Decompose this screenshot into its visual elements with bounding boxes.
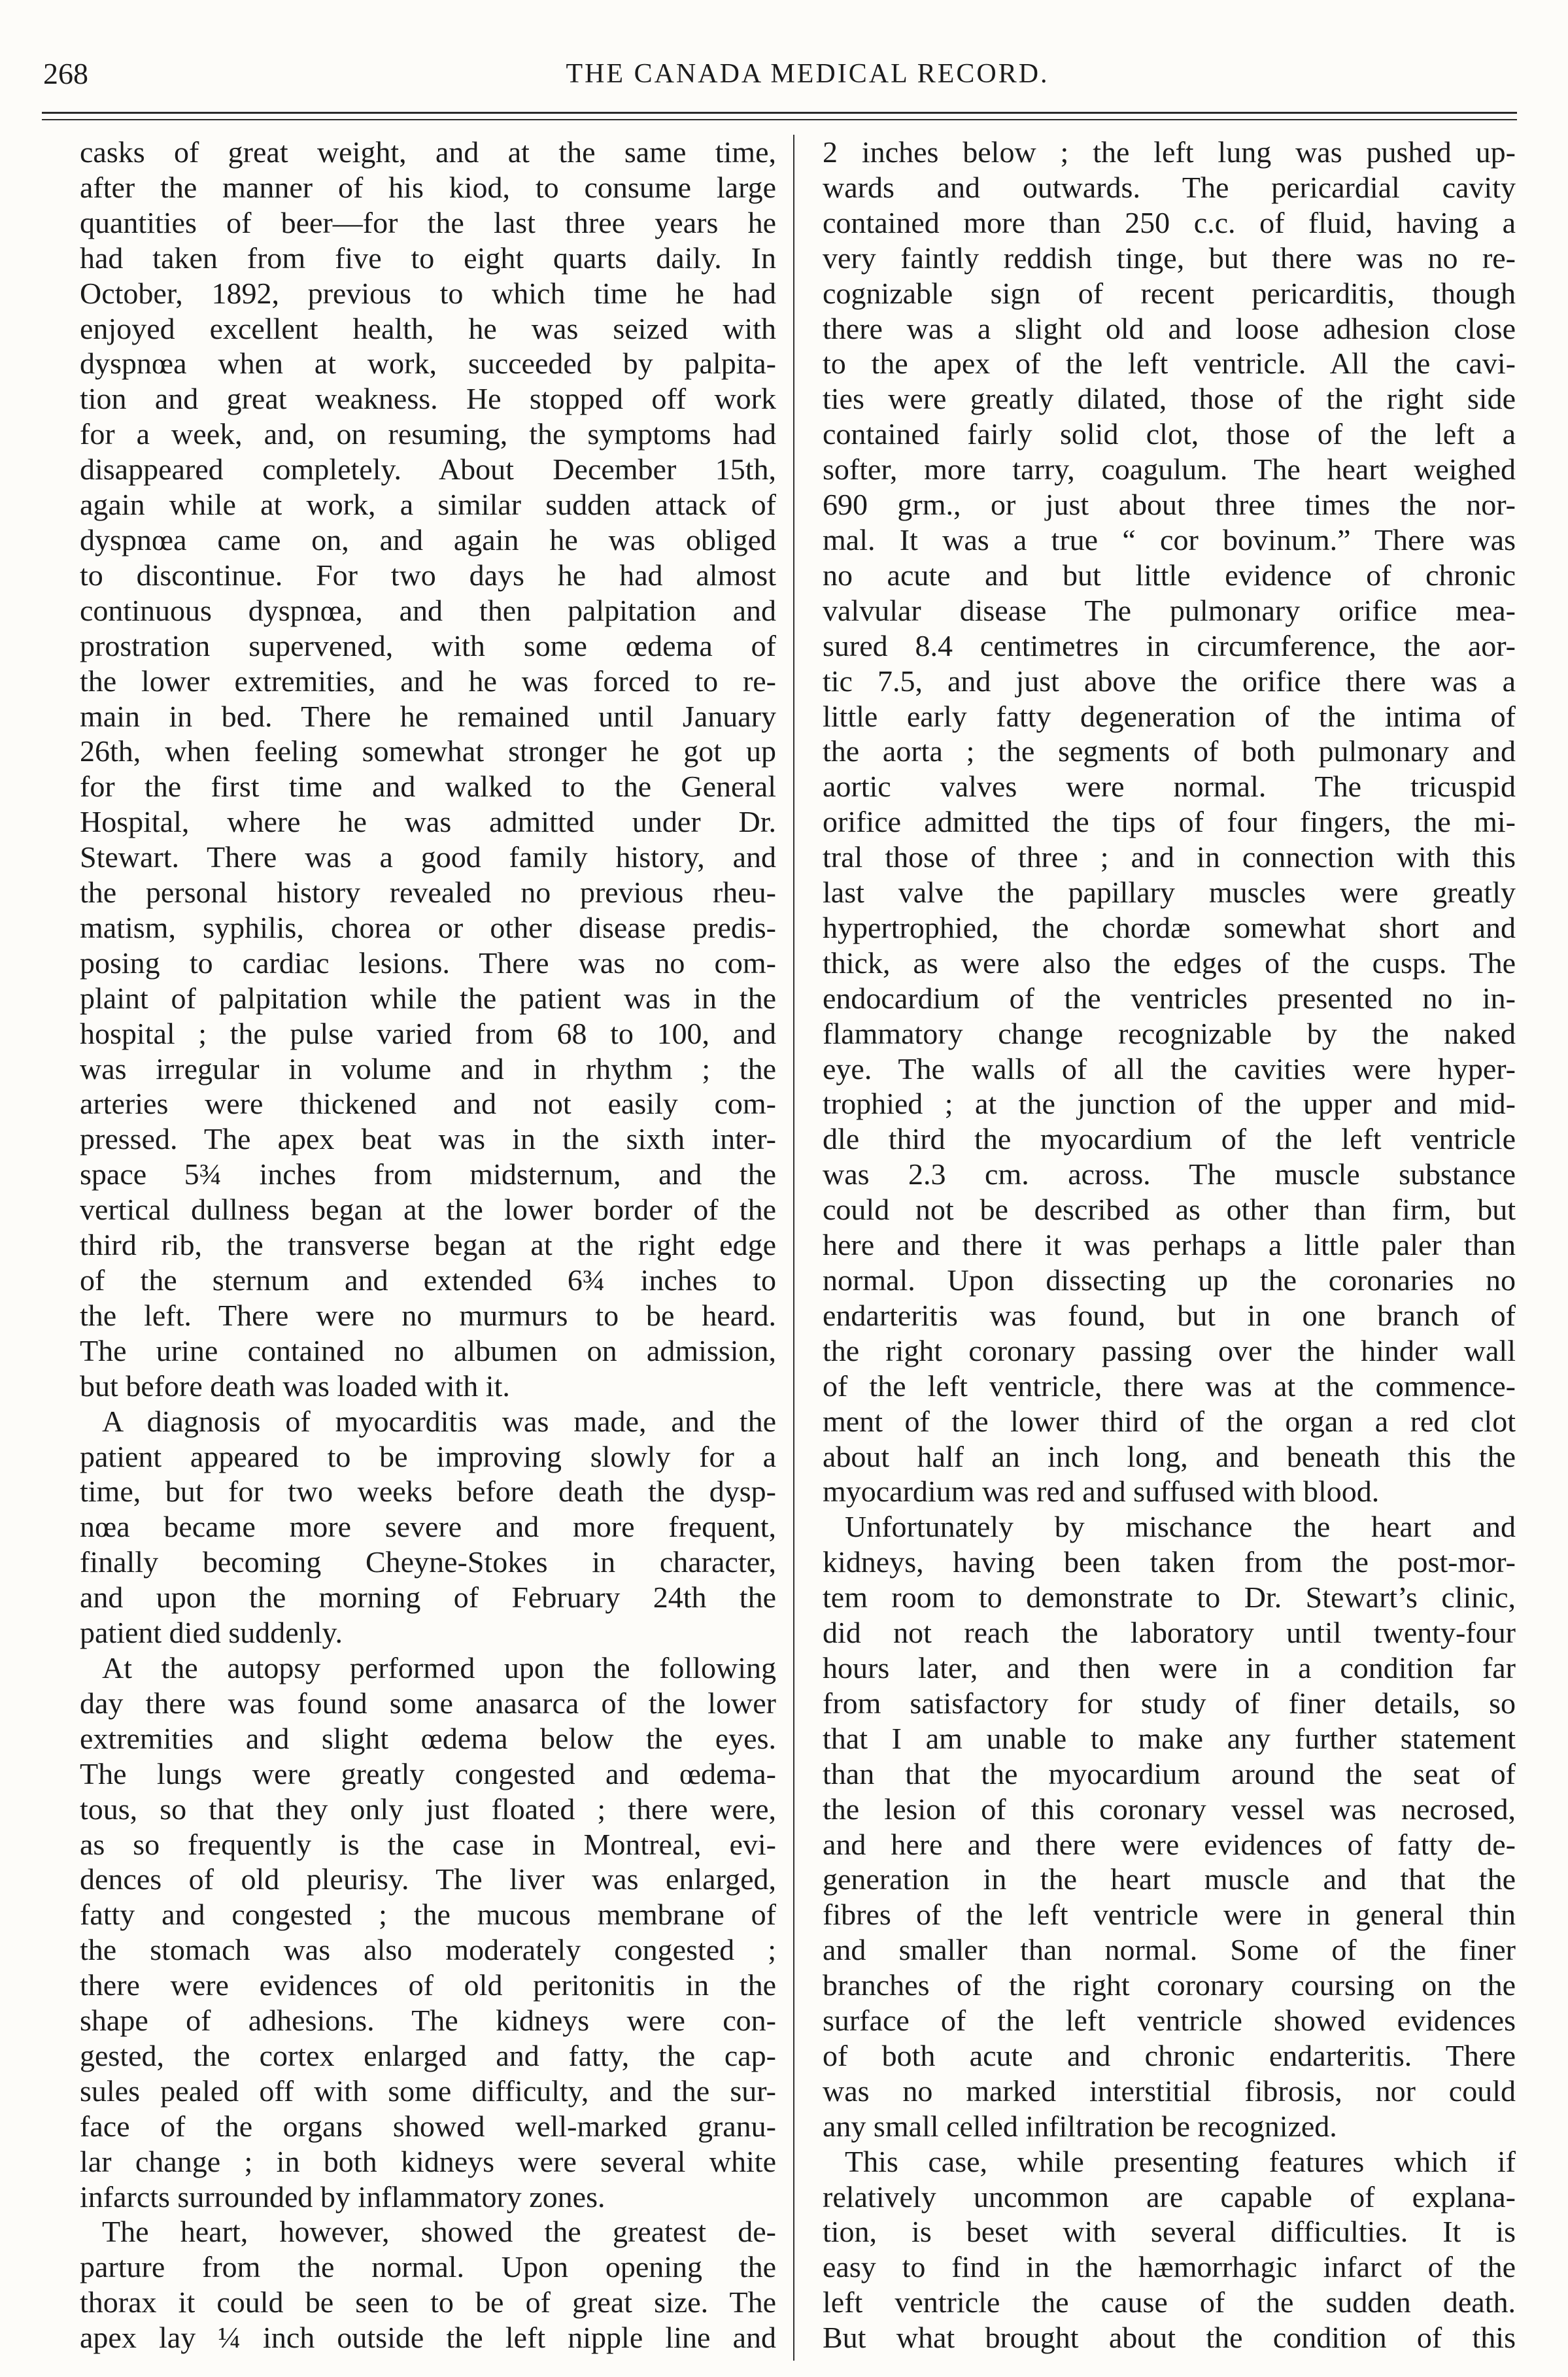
text-line: The heart, however, showed the greatest de- <box>102 2215 776 2249</box>
paragraph <box>80 1404 776 1650</box>
text-line: casks of great weight, and at the same time, <box>80 135 776 169</box>
text-line: At the autopsy performed upon the following <box>102 1650 776 1684</box>
text-line: kidneys, having been taken from the post-mor- <box>823 1545 1516 1579</box>
text-line: sules pealed off with some difficulty, and the sur- <box>80 2074 776 2108</box>
text-line: did not reach the laboratory until twenty-four <box>823 1616 1516 1650</box>
text-line: branches of the right coronary coursing on the <box>823 1968 1516 2002</box>
text-line: was no marked interstitial fibrosis, nor could <box>823 2074 1516 2108</box>
text-line: aortic valves were normal. The tricuspid <box>823 770 1516 804</box>
text-line: Hospital, where he was admitted under Dr. <box>80 805 776 839</box>
text-line: for the first time and walked to the General <box>80 770 776 804</box>
text-line: trophied ; at the junction of the upper and mid- <box>823 1087 1516 1121</box>
text-line: fatty and congested ; the mucous membrane of <box>80 1898 776 1932</box>
text-line: of the left ventricle, there was at the commence- <box>823 1369 1516 1403</box>
text-line: endarteritis was found, but in one branch of <box>823 1298 1516 1332</box>
text-line: again while at work, a similar sudden attack of <box>80 488 776 522</box>
text-line: apex lay ¼ inch outside the left nipple line and <box>80 2321 776 2355</box>
text-line: last valve the papillary muscles were greatly <box>823 876 1516 910</box>
text-line: to discontinue. For two days he had almost <box>80 558 776 592</box>
text-line: than that the myocardium around the seat of <box>823 1756 1516 1790</box>
text-line: mal. It was a true “ cor bovinum.” There was <box>823 522 1516 556</box>
text-line: Stewart. There was a good family history, and <box>80 840 776 874</box>
text-line: third rib, the transverse began at the right edge <box>80 1228 776 1262</box>
text-line: October, 1892, previous to which time he had <box>80 276 776 310</box>
text-line: tem room to demonstrate to Dr. Stewart’s clinic, <box>823 1581 1516 1615</box>
text-line: as so frequently is the case in Montreal, evi- <box>80 1827 776 1861</box>
text-line: and upon the morning of February 24th the <box>80 1581 776 1615</box>
text-line: relatively uncommon are capable of explana- <box>823 2180 1516 2214</box>
text-line: thorax it could be seen to be of great size. The <box>80 2285 776 2319</box>
text-line: extremities and slight œdema below the eyes. <box>80 1721 776 1755</box>
text-line: pressed. The apex beat was in the sixth inter- <box>80 1122 776 1156</box>
text-line: 690 grm., or just about three times the nor- <box>823 488 1516 522</box>
journal-title: THE CANADA MEDICAL RECORD. <box>566 59 1049 89</box>
text-line: there were evidences of old peritonitis in the <box>80 1968 776 2002</box>
text-line: The lungs were greatly congested and œdema- <box>80 1756 776 1790</box>
text-line: disappeared completely. About December 15th, <box>80 453 776 487</box>
text-line: the left. There were no murmurs to be heard. <box>80 1298 776 1332</box>
column-divider-rule <box>793 135 794 2361</box>
text-line: could not be described as other than firm, but <box>823 1193 1516 1227</box>
paragraph <box>80 135 776 1404</box>
text-line: main in bed. There he remained until January <box>80 699 776 733</box>
text-line: contained fairly solid clot, those of the left a <box>823 417 1516 451</box>
text-line: nœa became more severe and more frequent, <box>80 1510 776 1544</box>
text-line: after the manner of his kiod, to consume large <box>80 170 776 204</box>
text-line: no acute and but little evidence of chronic <box>823 558 1516 592</box>
text-line: tous, so that they only just floated ; there were, <box>80 1792 776 1826</box>
text-line: surface of the left ventricle showed evidences <box>823 2004 1516 2038</box>
text-line: prostration supervened, with some œdema of <box>80 628 776 662</box>
text-line: continuous dyspnœa, and then palpitation and <box>80 593 776 627</box>
text-line: 26th, when feeling somewhat stronger he got up <box>80 734 776 768</box>
text-line: the aorta ; the segments of both pulmonary and <box>823 734 1516 768</box>
left-column <box>80 135 776 2355</box>
page-number: 268 <box>43 57 88 90</box>
text-line: Unfortunately by mischance the heart and <box>845 1510 1516 1544</box>
text-line: space 5¾ inches from midsternum, and the <box>80 1157 776 1191</box>
text-line: flammatory change recognizable by the naked <box>823 1016 1516 1050</box>
text-line: face of the organs showed well-marked granu- <box>80 2109 776 2143</box>
text-line: was 2.3 cm. across. The muscle substance <box>823 1157 1516 1191</box>
text-line: time, but for two weeks before death the dysp- <box>80 1475 776 1509</box>
text-line: cognizable sign of recent pericarditis, though <box>823 276 1516 310</box>
text-line: hypertrophied, the chordæ somewhat short and <box>823 910 1516 944</box>
text-line: there was a slight old and loose adhesion close <box>823 311 1516 345</box>
text-line: lar change ; in both kidneys were several white <box>80 2144 776 2178</box>
text-line: gested, the cortex enlarged and fatty, the cap- <box>80 2038 776 2072</box>
paragraph <box>823 135 1516 1509</box>
text-line: orifice admitted the tips of four fingers, the mi- <box>823 805 1516 839</box>
text-line: dences of old pleurisy. The liver was enlarged, <box>80 1862 776 1896</box>
text-line: here and there it was perhaps a little paler than <box>823 1228 1516 1262</box>
text-line: The urine contained no albumen on admission, <box>80 1333 776 1367</box>
text-line: dle third the myocardium of the left ventricle <box>823 1122 1516 1156</box>
text-line: wards and outwards. The pericardial cavity <box>823 170 1516 204</box>
text-line: fibres of the left ventricle were in general thin <box>823 1898 1516 1932</box>
text-line: thick, as were also the edges of the cusps. The <box>823 946 1516 980</box>
text-line: ment of the lower third of the organ a red clot <box>823 1404 1516 1438</box>
paragraph <box>80 2214 776 2355</box>
text-line: to the apex of the left ventricle. All the cavi- <box>823 347 1516 381</box>
text-line: arteries were thickened and not easily com- <box>80 1087 776 1121</box>
text-line: ties were greatly dilated, those of the right side <box>823 382 1516 416</box>
text-line: enjoyed excellent health, he was seized with <box>80 311 776 345</box>
text-line: of both acute and chronic endarteritis. There <box>823 2038 1516 2072</box>
text-line: valvular disease The pulmonary orifice mea- <box>823 593 1516 627</box>
text-line: contained more than 250 c.c. of fluid, having a <box>823 205 1516 239</box>
text-line: had taken from five to eight quarts daily. In <box>80 241 776 275</box>
text-line: was irregular in volume and in rhythm ; the <box>80 1052 776 1086</box>
text-line: very faintly reddish tinge, but there was no re- <box>823 241 1516 275</box>
text-line: that I am unable to make any further statement <box>823 1721 1516 1755</box>
text-line: generation in the heart muscle and that the <box>823 1862 1516 1896</box>
text-line: sured 8.4 centimetres in circumference, the aor- <box>823 628 1516 662</box>
text-line: about half an inch long, and beneath this the <box>823 1439 1516 1473</box>
text-line: shape of adhesions. The kidneys were con- <box>80 2004 776 2038</box>
text-line: finally becoming Cheyne-Stokes in character, <box>80 1545 776 1579</box>
text-line: the right coronary passing over the hinder wall <box>823 1333 1516 1367</box>
text-line: endocardium of the ventricles presented no in- <box>823 981 1516 1015</box>
text-line: hospital ; the pulse varied from 68 to 100, and <box>80 1016 776 1050</box>
text-line: A diagnosis of myocarditis was made, and the <box>102 1404 776 1438</box>
text-line: posing to cardiac lesions. There was no com- <box>80 946 776 980</box>
text-line: hours later, and then were in a condition far <box>823 1650 1516 1684</box>
text-line: any small celled infiltration be recognized. <box>823 2109 1337 2143</box>
text-line: normal. Upon dissecting up the coronaries no <box>823 1263 1516 1297</box>
text-line: plaint of palpitation while the patient was in the <box>80 981 776 1015</box>
text-line: tral those of three ; and in connection with this <box>823 840 1516 874</box>
text-line: dyspnœa came on, and again he was obliged <box>80 522 776 556</box>
text-line: day there was found some anasarca of the lower <box>80 1686 776 1720</box>
text-line: the personal history revealed no previous rheu- <box>80 876 776 910</box>
text-line: This case, while presenting features which if <box>845 2144 1516 2178</box>
text-line: patient died suddenly. <box>80 1616 343 1650</box>
text-line: vertical dullness began at the lower border of the <box>80 1193 776 1227</box>
paragraph <box>80 1650 776 2215</box>
paragraph <box>823 2144 1516 2355</box>
text-line: tion, is beset with several difficulties. It is <box>823 2215 1516 2249</box>
text-line: quantities of beer—for the last three years he <box>80 205 776 239</box>
text-line: patient appeared to be improving slowly for a <box>80 1439 776 1473</box>
text-line: easy to find in the hæmorrhagic infarct of the <box>823 2250 1516 2284</box>
text-line: tion and great weakness. He stopped off work <box>80 382 776 416</box>
header-rule-bottom <box>42 119 1517 120</box>
text-line: matism, syphilis, chorea or other disease predis- <box>80 910 776 944</box>
text-line: and smaller than normal. Some of the finer <box>823 1933 1516 1967</box>
text-line: myocardium was red and suffused with blood. <box>823 1475 1380 1509</box>
right-column <box>823 135 1516 2355</box>
text-line: But what brought about the condition of this <box>823 2321 1516 2355</box>
header-rule-top <box>42 112 1517 114</box>
text-line: of the sternum and extended 6¾ inches to <box>80 1263 776 1297</box>
text-line: dyspnœa when at work, succeeded by palpita- <box>80 347 776 381</box>
text-line: infarcts surrounded by inflammatory zones. <box>80 2180 605 2214</box>
text-line: and here and there were evidences of fatty de- <box>823 1827 1516 1861</box>
text-line: eye. The walls of all the cavities were hyper- <box>823 1052 1516 1086</box>
text-line: from satisfactory for study of finer details, so <box>823 1686 1516 1720</box>
text-line: left ventricle the cause of the sudden death. <box>823 2285 1516 2319</box>
text-line: little early fatty degeneration of the intima of <box>823 699 1516 733</box>
text-line: 2 inches below ; the left lung was pushed up- <box>823 135 1516 169</box>
text-line: tic 7.5, and just above the orifice there was a <box>823 664 1516 698</box>
text-line: the stomach was also moderately congested ; <box>80 1933 776 1967</box>
text-line: the lower extremities, and he was forced to re- <box>80 664 776 698</box>
text-line: softer, more tarry, coagulum. The heart weighed <box>823 453 1516 487</box>
text-line: parture from the normal. Upon opening the <box>80 2250 776 2284</box>
text-line: the lesion of this coronary vessel was necrosed, <box>823 1792 1516 1826</box>
text-line: but before death was loaded with it. <box>80 1369 510 1403</box>
paragraph <box>823 1509 1516 2144</box>
text-line: for a week, and, on resuming, the symptoms had <box>80 417 776 451</box>
